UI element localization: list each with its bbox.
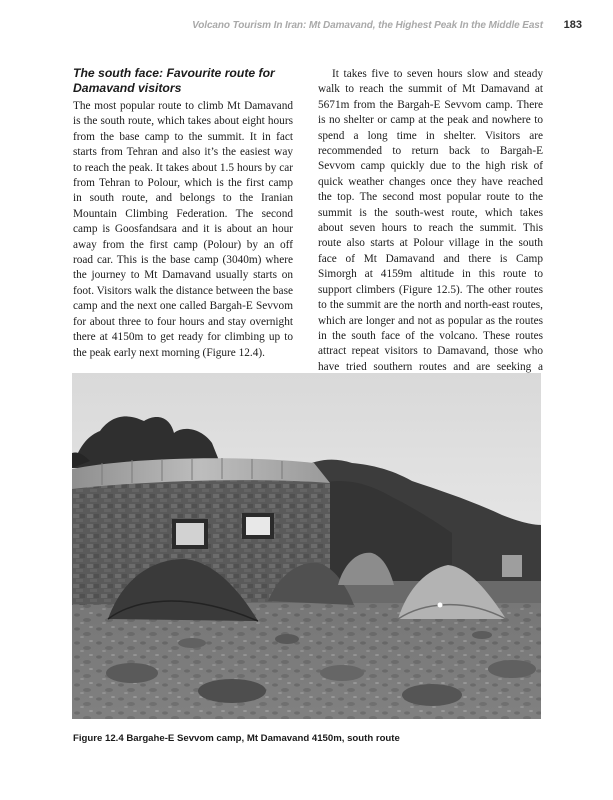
right-column: [318, 67, 543, 391]
running-head-title: Volcano Tourism In Iran: Mt Damavand, the Highest Peak In the Middle East: [192, 20, 543, 31]
figure-photo: [72, 373, 541, 719]
section-heading: The south face: Favourite route for Damavand visitors: [73, 66, 275, 95]
right-paragraph: It takes five to seven hours slow and steady walk to reach the summit of Mt Damavand at 5671m from the Bargah-E Sevvom camp. There is no shelter or camp at the peak and nowhere to spend a long time in shelter. Visitors are recommended to return back to Bargah-E Sevvom camp quickly due to the high risk of quick weather changes once they have reached the top. The second most popular route to the summit is the south-west route, which takes about seven hours to reach the summit. This route also starts at Polour village in the south face of Mt Damavand and there is Camp Simorgh at 4159m altitude in this route to support climbers (Figure 12.5). The other routes to the summit are the north and north-east routes, which are longer and not as popular as the routes in the south face of the volcano. These routes attract repeat visitors to Damavand, those who have tried southern routes and are seeking a: [318, 68, 543, 373]
camp-photo-illustration: [72, 373, 541, 719]
figure-caption: Figure 12.4 Bargahe-E Sevvom camp, Mt Damavand 4150m, south route: [73, 733, 400, 744]
running-head: [0, 20, 613, 36]
left-paragraph: The most popular route to climb Mt Damavand is the south route, which takes about eight hours from the base camp to the summit. It in fact starts from Tehran and also it’s the easiest way to reach the peak. It takes about 1.5 hours by car from Tehran to Polour, which is the first camp in south route, and belongs to the Iranian Mountain Climbing Federation. The second camp is Goosfandsara and it is about an hour away from the first camp (Polour) by an off road car. This is the base camp (3040m) where the journey to Mt Damavand usually starts on foot. Visitors walk the distance between the base camp and the next one called Bargah-E Sevvom for about three to four hours and stay overnight there at 4150m to get ready for climbing up to the peak early next morning (Figure 12.4).: [73, 100, 293, 359]
page-number: 183: [563, 19, 582, 31]
left-column: [73, 66, 293, 361]
